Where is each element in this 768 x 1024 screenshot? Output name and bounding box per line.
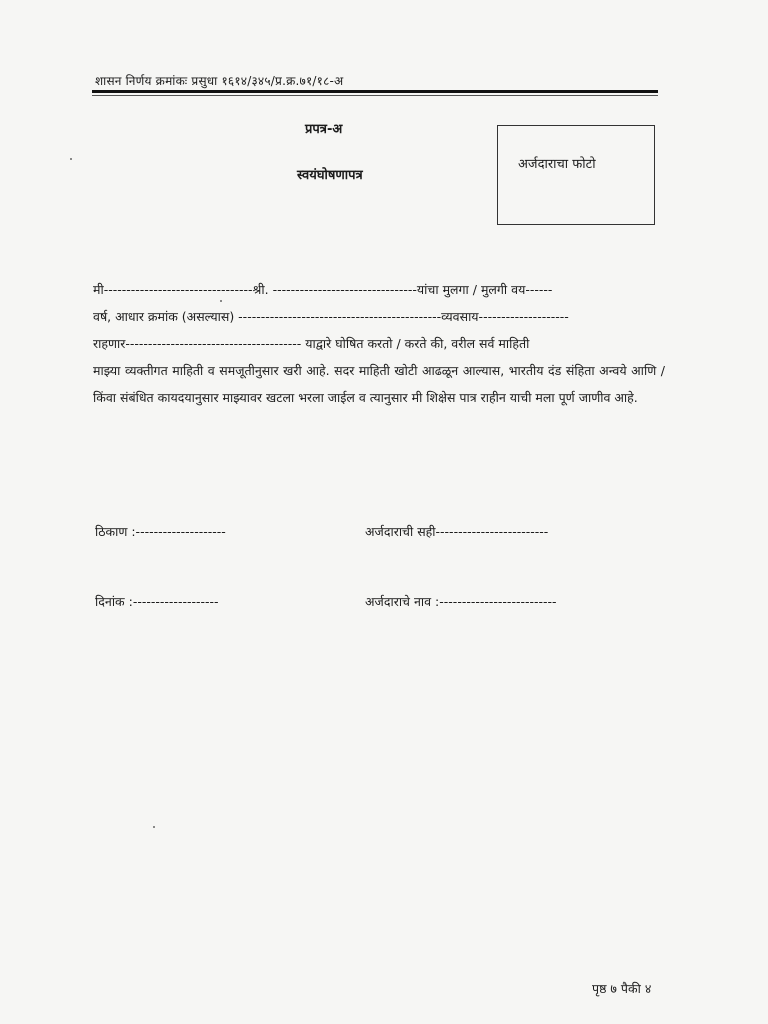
government-resolution-reference: शासन निर्णय क्रमांकः प्रसुधा १६१४/३४५/प्र.क्र.७१/१८-अ (95, 74, 344, 88)
place-field: ठिकाण :-------------------- (95, 524, 226, 539)
form-code: प्रपत्र-अ (305, 122, 343, 137)
declaration-body (93, 276, 665, 411)
page-number: पृष्ठ ७ पैकी ४ (592, 981, 652, 996)
declaration-paragraph: माझ्या व्यक्तीगत माहिती व समजूतीनुसार खरी आहे. सदर माहिती खोटी आढळून आल्यास, भारतीय दंड संहिता अन्वये आणि / किंवा संबंधित कायदयानुसार माझ्यावर खटला भरला जाईल व त्यानुसार मी शिक्षेस पात्र राहीन याची मला पूर्ण जाणीव आहे. (93, 363, 665, 405)
date-field: दिनांक :------------------- (95, 594, 219, 609)
applicant-photo-label: अर्जदाराचा फोटो (518, 157, 596, 172)
header-rule-thin (92, 95, 658, 96)
declaration-line-3: राहणार--------------------------------------- याद्वारे घोषित करतो / करते की, वरील सर्व माहिती (93, 336, 530, 351)
applicant-photo-box (497, 125, 655, 225)
applicant-signature-field: अर्जदाराची सही------------------------- (365, 524, 549, 539)
declaration-line-2: वर्ष, आधार क्रमांक (असल्यास) ---------------------------------------------व्यवसाय-------------------- (93, 309, 569, 324)
applicant-name-field: अर्जदाराचे नाव :-------------------------- (365, 594, 557, 609)
scan-speck (70, 158, 72, 160)
declaration-line-1: मी---------------------------------श्री. --------------------------------यांचा मुलगा / मुलगी वय------ (93, 282, 553, 297)
scan-speck (153, 826, 155, 828)
form-title: स्वयंघोषणापत्र (297, 168, 363, 183)
header-rule-thick (92, 90, 658, 93)
scan-speck (220, 300, 222, 302)
